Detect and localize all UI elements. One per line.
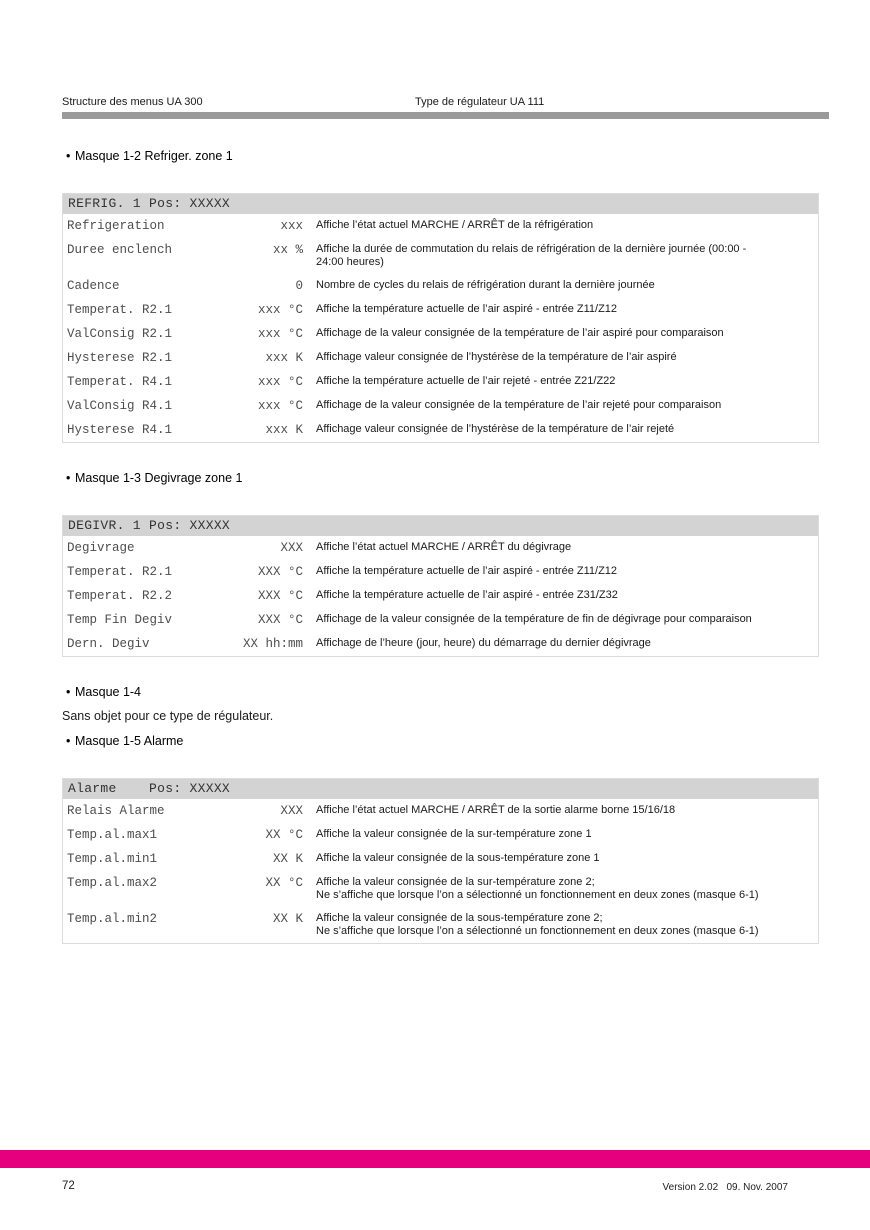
row-value: xx % [272, 243, 303, 257]
section-heading [62, 149, 819, 164]
row-description: Affichage valeur consignée de l’hystérèse de la température de l’air rejeté [316, 423, 675, 435]
row-description: Affiche la température actuelle de l’air aspiré - entrée Z11/Z12 [316, 565, 618, 577]
bullet-marker: • [66, 149, 71, 163]
menu-table [62, 778, 819, 944]
row-value: XXX [280, 804, 303, 818]
row-value: xxx K [265, 423, 303, 437]
row-description: Affiche la température actuelle de l’air aspiré - entrée Z11/Z12 [316, 303, 618, 315]
row-label: ValConsig R2.1 [67, 327, 173, 341]
row-label: Temp.al.min1 [67, 852, 158, 866]
section-heading-text: Masque 1-3 Degivrage zone 1 [75, 471, 243, 485]
table-row [63, 584, 818, 608]
section-heading [62, 471, 819, 486]
table-row [63, 799, 818, 823]
table-row [63, 394, 818, 418]
table-header: DEGIVR. 1 Pos: XXXXX [63, 516, 818, 536]
row-label: Refrigeration [67, 219, 165, 233]
table-row [63, 370, 818, 394]
row-description: Affichage de la valeur consignée de la température de l’air aspiré pour comparaison [316, 327, 724, 339]
menu-table [62, 515, 819, 657]
table-row [63, 418, 818, 442]
row-description: Nombre de cycles du relais de réfrigération durant la dernière journée [316, 279, 655, 291]
section-heading-text: Masque 1-5 Alarme [75, 734, 184, 748]
table-row [63, 214, 818, 238]
table-header: REFRIG. 1 Pos: XXXXX [63, 194, 818, 214]
row-label: Temperat. R4.1 [67, 375, 173, 389]
row-value: 0 [295, 279, 303, 293]
row-label: Duree enclench [67, 243, 173, 257]
row-label: Dern. Degiv [67, 637, 150, 651]
row-description: Affiche l’état actuel MARCHE / ARRÊT de la sortie alarme borne 15/16/18 [316, 804, 676, 816]
row-label: ValConsig R4.1 [67, 399, 173, 413]
row-description: Affiche la température actuelle de l’air aspiré - entrée Z31/Z32 [316, 589, 618, 601]
table-row [63, 847, 818, 871]
section-heading-text: Masque 1-4 [75, 685, 142, 699]
row-value: XX K [272, 852, 303, 866]
bullet-marker: • [66, 471, 71, 485]
running-header-left: Structure des menus UA 300 [62, 96, 203, 108]
row-label: Hysterese R2.1 [67, 351, 173, 365]
table-row [63, 608, 818, 632]
row-value: xxx °C [257, 303, 303, 317]
row-value: XX °C [265, 828, 303, 842]
row-description: Affichage de la valeur consignée de la température de fin de dégivrage pour comparaison [316, 613, 752, 625]
row-label: Temp Fin Degiv [67, 613, 173, 627]
row-value: xxx °C [257, 327, 303, 341]
row-value: XX hh:mm [242, 637, 303, 651]
table-row [63, 238, 818, 274]
body-paragraph: Sans objet pour ce type de régulateur. [62, 709, 274, 723]
row-description: Affiche la valeur consignée de la sur-température zone 1 [316, 828, 592, 840]
section-heading [62, 685, 819, 700]
row-value: XX K [272, 912, 303, 926]
bottom-accent-bar [0, 1150, 870, 1168]
page-content [62, 119, 819, 944]
row-description: Affiche l’état actuel MARCHE / ARRÊT de la réfrigération [316, 219, 594, 231]
row-label: Degivrage [67, 541, 135, 555]
row-description: Affiche la valeur consignée de la sur-température zone 2; Ne s’affiche que lorsque l’on a sélectionné un fonctionnement en deux zones (masque 6-1) [316, 876, 759, 901]
row-description: Affiche la durée de commutation du relais de réfrigération de la dernière journée (00:00 - 24:00 heures) [316, 243, 747, 268]
row-label: Relais Alarme [67, 804, 165, 818]
row-description: Affichage valeur consignée de l’hystérèse de la température de l’air aspiré [316, 351, 677, 363]
row-value: xxx °C [257, 375, 303, 389]
running-header-right: Type de régulateur UA 111 [415, 96, 545, 108]
table-header: Alarme Pos: XXXXX [63, 779, 818, 799]
row-description: Affiche la valeur consignée de la sous-température zone 1 [316, 852, 600, 864]
table-row [63, 907, 818, 943]
row-value: XXX °C [257, 565, 303, 579]
table-row [63, 322, 818, 346]
table-row [63, 346, 818, 370]
row-label: Hysterese R4.1 [67, 423, 173, 437]
row-description: Affichage de la valeur consignée de la température de l’air rejeté pour comparaison [316, 399, 722, 411]
row-label: Cadence [67, 279, 120, 293]
row-value: XX °C [265, 876, 303, 890]
row-label: Temperat. R2.1 [67, 565, 173, 579]
row-label: Temp.al.max1 [67, 828, 158, 842]
version-text: Version 2.02 09. Nov. 2007 [662, 1182, 788, 1193]
table-row [63, 823, 818, 847]
table-row [63, 871, 818, 907]
page-number: 72 [62, 1180, 75, 1192]
row-description: Affiche la valeur consignée de la sous-température zone 2; Ne s’affiche que lorsque l’on a sélectionné un fonctionnement en deux zones (masque 6-1) [316, 912, 759, 937]
row-label: Temperat. R2.2 [67, 589, 173, 603]
row-value: XXX °C [257, 589, 303, 603]
row-value: XXX [280, 541, 303, 555]
bullet-marker: • [66, 734, 71, 748]
section-heading-text: Masque 1-2 Refriger. zone 1 [75, 149, 233, 163]
bullet-marker: • [66, 685, 71, 699]
row-value: xxx [280, 219, 303, 233]
row-description: Affiche l’état actuel MARCHE / ARRÊT du dégivrage [316, 541, 572, 553]
table-row [63, 298, 818, 322]
table-row [63, 274, 818, 298]
table-row [63, 560, 818, 584]
row-label: Temp.al.min2 [67, 912, 158, 926]
table-row [63, 632, 818, 656]
row-label: Temperat. R2.1 [67, 303, 173, 317]
header-rule [62, 112, 829, 119]
section-heading [62, 734, 819, 749]
row-value: xxx °C [257, 399, 303, 413]
table-row [63, 536, 818, 560]
row-label: Temp.al.max2 [67, 876, 158, 890]
row-value: XXX °C [257, 613, 303, 627]
menu-table [62, 193, 819, 443]
row-value: xxx K [265, 351, 303, 365]
row-description: Affichage de l’heure (jour, heure) du démarrage du dernier dégivrage [316, 637, 651, 649]
row-description: Affiche la température actuelle de l’air rejeté - entrée Z21/Z22 [316, 375, 616, 387]
